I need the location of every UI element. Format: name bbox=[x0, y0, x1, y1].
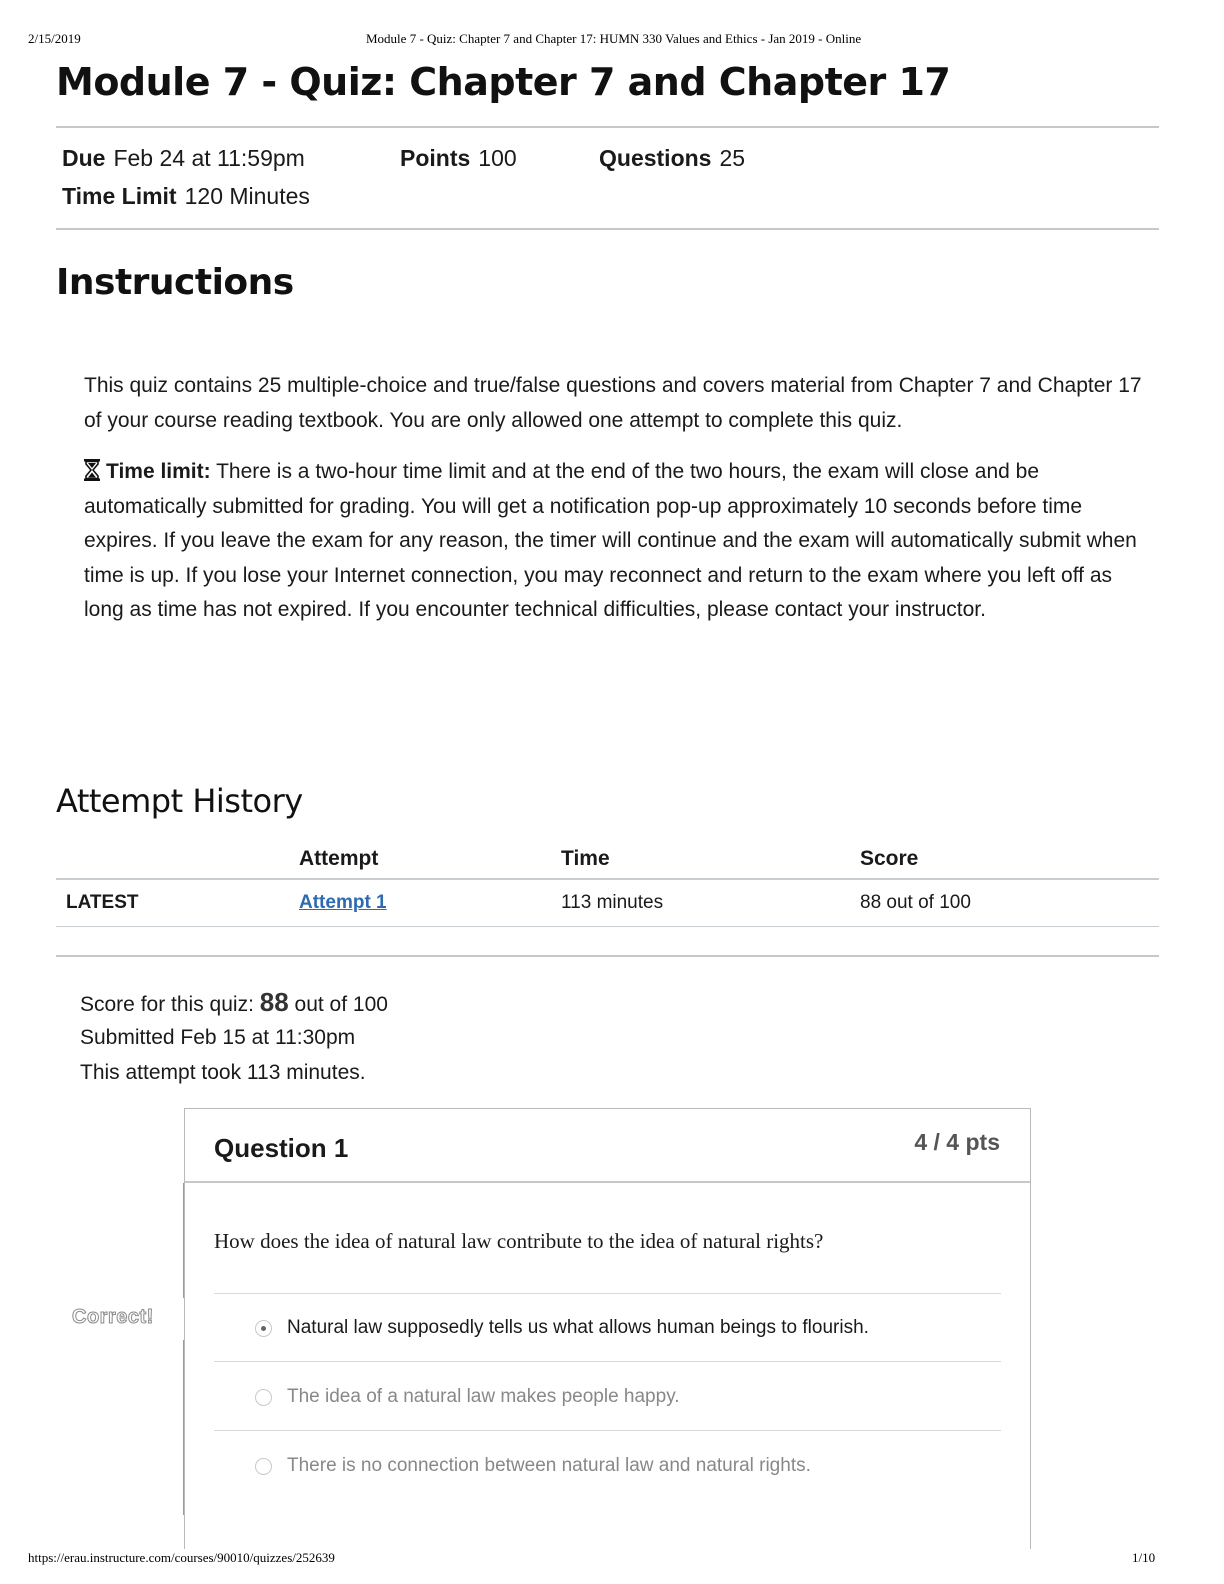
time-limit-text: There is a two-hour time limit and at the end of the two hours, the exam will close and be automatically submitted for grading. You will get a notification pop-up approximately 10 seconds before time expires. If you leave the exam for any reason, the timer will continue and the exam will automatically submit when time is up. If you lose your Internet connection, you may reconnect and return to the exam where you left off as long as time has not expired. If you encounter technical difficulties, please contact your instructor. bbox=[84, 460, 1137, 621]
answer-label: Natural law supposedly tells us what allows human beings to flourish. bbox=[287, 1317, 869, 1338]
attempt-link[interactable]: Attempt 1 bbox=[299, 892, 387, 913]
time-limit-info bbox=[62, 183, 310, 210]
questions-label: Questions bbox=[599, 145, 712, 171]
divider bbox=[56, 955, 1159, 957]
time-limit-value: 120 Minutes bbox=[184, 183, 310, 209]
column-header-score: Score bbox=[860, 840, 1159, 879]
duration-text: This attempt took 113 minutes. bbox=[80, 1061, 366, 1084]
questions-value: 25 bbox=[719, 145, 746, 171]
score-suffix: out of 100 bbox=[294, 993, 388, 1016]
question-card bbox=[184, 1108, 1031, 1549]
divider bbox=[56, 126, 1159, 128]
instructions-heading: Instructions bbox=[56, 262, 294, 303]
question-header bbox=[185, 1109, 1030, 1183]
print-page-number: 1/10 bbox=[1132, 1550, 1156, 1565]
time-limit-label: Time Limit bbox=[62, 183, 177, 209]
attempt-time: 113 minutes bbox=[561, 879, 860, 927]
due-value: Feb 24 at 11:59pm bbox=[113, 145, 305, 171]
correct-tag: Correct! bbox=[72, 1306, 154, 1328]
score-prefix: Score for this quiz: bbox=[80, 993, 254, 1016]
due-label: Due bbox=[62, 145, 106, 171]
divider bbox=[56, 228, 1159, 230]
time-limit-paragraph bbox=[84, 455, 1144, 628]
attempt-history-heading: Attempt History bbox=[56, 782, 303, 820]
due-info bbox=[62, 145, 305, 172]
time-limit-strong: Time limit: bbox=[106, 460, 211, 483]
attempt-score: 88 out of 100 bbox=[860, 879, 1159, 927]
question-text: How does the idea of natural law contribute to the idea of natural rights? bbox=[214, 1229, 824, 1253]
column-header bbox=[56, 840, 299, 879]
questions-info bbox=[599, 145, 745, 172]
column-header-time: Time bbox=[561, 840, 860, 879]
table-row bbox=[56, 879, 1159, 927]
question-points: 4 / 4 pts bbox=[914, 1129, 1000, 1155]
radio-selected-icon[interactable] bbox=[255, 1320, 272, 1337]
answer-label: There is no connection between natural law and natural rights. bbox=[287, 1455, 811, 1476]
radio-icon[interactable] bbox=[255, 1389, 272, 1406]
column-header-attempt: Attempt bbox=[299, 840, 561, 879]
table-header-row bbox=[56, 840, 1159, 879]
points-info bbox=[400, 145, 517, 172]
answer-label: The idea of a natural law makes people happy. bbox=[287, 1386, 680, 1407]
points-value: 100 bbox=[478, 145, 517, 171]
print-date: 2/15/2019 bbox=[28, 31, 81, 46]
points-label: Points bbox=[400, 145, 471, 171]
submitted-text: Submitted Feb 15 at 11:30pm bbox=[80, 1026, 356, 1049]
print-url: https://erau.instructure.com/courses/90010/quizzes/252639 bbox=[28, 1550, 335, 1565]
quiz-score bbox=[80, 987, 388, 1018]
latest-label: LATEST bbox=[56, 879, 299, 927]
question-title: Question 1 bbox=[214, 1133, 349, 1163]
divider bbox=[214, 1361, 1001, 1362]
attempt-history-table bbox=[56, 840, 1159, 927]
divider bbox=[214, 1430, 1001, 1431]
hourglass-icon bbox=[84, 458, 100, 480]
print-title: Module 7 - Quiz: Chapter 7 and Chapter 17: HUMN 330 Values and Ethics - Jan 2019 - Online bbox=[366, 31, 862, 46]
page-title: Module 7 - Quiz: Chapter 7 and Chapter 17 bbox=[56, 60, 951, 104]
instructions-paragraph: This quiz contains 25 multiple-choice and true/false questions and covers material from Chapter 7 and Chapter 17 of your course reading textbook. You are only allowed one attempt to complete this quiz. bbox=[84, 374, 1142, 432]
radio-icon[interactable] bbox=[255, 1458, 272, 1475]
divider bbox=[214, 1293, 1001, 1294]
score-value: 88 bbox=[259, 987, 289, 1017]
